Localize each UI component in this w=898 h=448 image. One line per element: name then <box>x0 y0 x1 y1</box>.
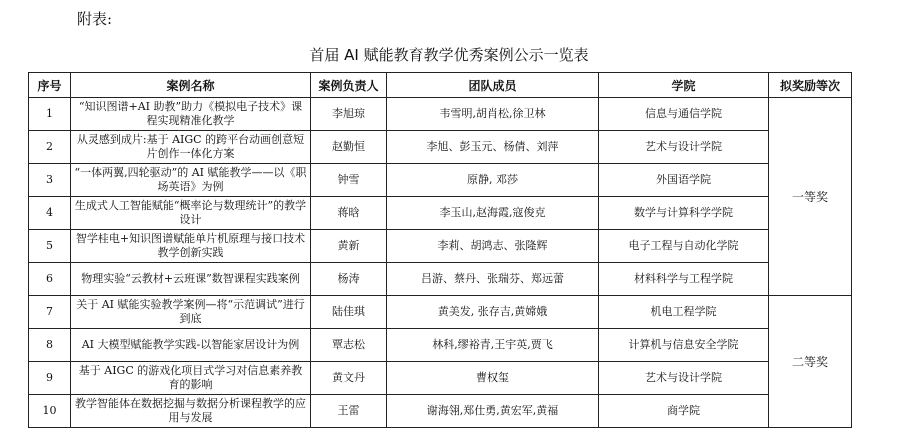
cell-lead: 钟雪 <box>311 164 387 197</box>
header-award: 拟奖励等次 <box>769 73 852 98</box>
cell-college: 数学与计算科学学院 <box>599 197 769 230</box>
table-row <box>29 329 852 362</box>
cell-team: 原静, 邓莎 <box>387 164 599 197</box>
cell-lead: 蒋晗 <box>311 197 387 230</box>
cell-no: 8 <box>29 329 71 362</box>
header-name: 案例名称 <box>71 73 311 98</box>
cell-name: 教学智能体在数据挖掘与数据分析课程教学的应用与发展 <box>71 395 311 428</box>
cell-name: 生成式人工智能赋能“概率论与数理统计”的教学设计 <box>71 197 311 230</box>
cell-lead: 赵勤恒 <box>311 131 387 164</box>
cell-lead: 覃志松 <box>311 329 387 362</box>
cell-name: 关于 AI 赋能实验教学案例—将“示范调试”进行到底 <box>71 296 311 329</box>
cell-no: 9 <box>29 362 71 395</box>
cell-college: 外国语学院 <box>599 164 769 197</box>
cell-no: 4 <box>29 197 71 230</box>
table-row <box>29 263 852 296</box>
cell-team: 李玉山,赵海霞,寇俊克 <box>387 197 599 230</box>
cell-college: 艺术与设计学院 <box>599 362 769 395</box>
cell-name: 从灵感到成片:基于 AIGC 的跨平台动画创意短片创作一体化方案 <box>71 131 311 164</box>
table-title: 首届 AI 赋能教育教学优秀案例公示一览表 <box>309 46 589 64</box>
cell-no: 1 <box>29 98 71 131</box>
cell-no: 6 <box>29 263 71 296</box>
cell-lead: 李旭琼 <box>311 98 387 131</box>
cell-team: 谢海翎,郑仕勇,黄宏军,黄福 <box>387 395 599 428</box>
cell-lead: 陆佳琪 <box>311 296 387 329</box>
header-lead: 案例负责人 <box>311 73 387 98</box>
cell-team: 吕游、蔡丹、张瑞芬、郑远蕾 <box>387 263 599 296</box>
cell-team: 韦雪明,胡肖松,徐卫林 <box>387 98 599 131</box>
cell-college: 电子工程与自动化学院 <box>599 230 769 263</box>
table-row <box>29 98 852 131</box>
cell-name: 基于 AIGC 的游戏化项目式学习对信息素养教育的影响 <box>71 362 311 395</box>
cell-college: 商学院 <box>599 395 769 428</box>
cell-team: 黄美发, 张存吉,黄嫦娥 <box>387 296 599 329</box>
header-row <box>29 73 852 98</box>
cell-no: 7 <box>29 296 71 329</box>
table-row <box>29 197 852 230</box>
attachment-label: 附表: <box>77 10 113 28</box>
cell-no: 5 <box>29 230 71 263</box>
cell-team: 李莉、胡鸿志、张隆辉 <box>387 230 599 263</box>
cell-lead: 黄新 <box>311 230 387 263</box>
cell-no: 10 <box>29 395 71 428</box>
cell-college: 艺术与设计学院 <box>599 131 769 164</box>
cell-college: 计算机与信息安全学院 <box>599 329 769 362</box>
table-row <box>29 395 852 428</box>
cell-lead: 杨涛 <box>311 263 387 296</box>
cell-name: “一体两翼,四轮驱动”的 AI 赋能教学——以《职场英语》为例 <box>71 164 311 197</box>
cell-name: 物理实验“云教材+云班课”数智课程实践案例 <box>71 263 311 296</box>
cell-lead: 王雷 <box>311 395 387 428</box>
table-row <box>29 296 852 329</box>
cell-name: “知识图谱+AI 助教”助力《模拟电子技术》课程实现精准化教学 <box>71 98 311 131</box>
header-no: 序号 <box>29 73 71 98</box>
cell-no: 3 <box>29 164 71 197</box>
table-body <box>29 98 852 428</box>
cell-no: 2 <box>29 131 71 164</box>
cell-name: 智学桂电+知识图谱赋能单片机原理与接口技术教学创新实践 <box>71 230 311 263</box>
table-row <box>29 131 852 164</box>
table-row <box>29 230 852 263</box>
header-college: 学院 <box>599 73 769 98</box>
cell-lead: 黄文丹 <box>311 362 387 395</box>
cell-team: 李旭、彭玉元、杨倩、刘萍 <box>387 131 599 164</box>
cell-college: 材料科学与工程学院 <box>599 263 769 296</box>
cell-award: 二等奖 <box>769 296 852 428</box>
header-team: 团队成员 <box>387 73 599 98</box>
cell-team: 曹权玺 <box>387 362 599 395</box>
cell-award: 一等奖 <box>769 98 852 296</box>
cell-college: 机电工程学院 <box>599 296 769 329</box>
cell-team: 林科,缪裕青,王宇英,贾飞 <box>387 329 599 362</box>
cell-name: AI 大模型赋能教学实践-以智能家居设计为例 <box>71 329 311 362</box>
award-table <box>28 72 852 428</box>
table-row <box>29 164 852 197</box>
table-row <box>29 362 852 395</box>
cell-college: 信息与通信学院 <box>599 98 769 131</box>
